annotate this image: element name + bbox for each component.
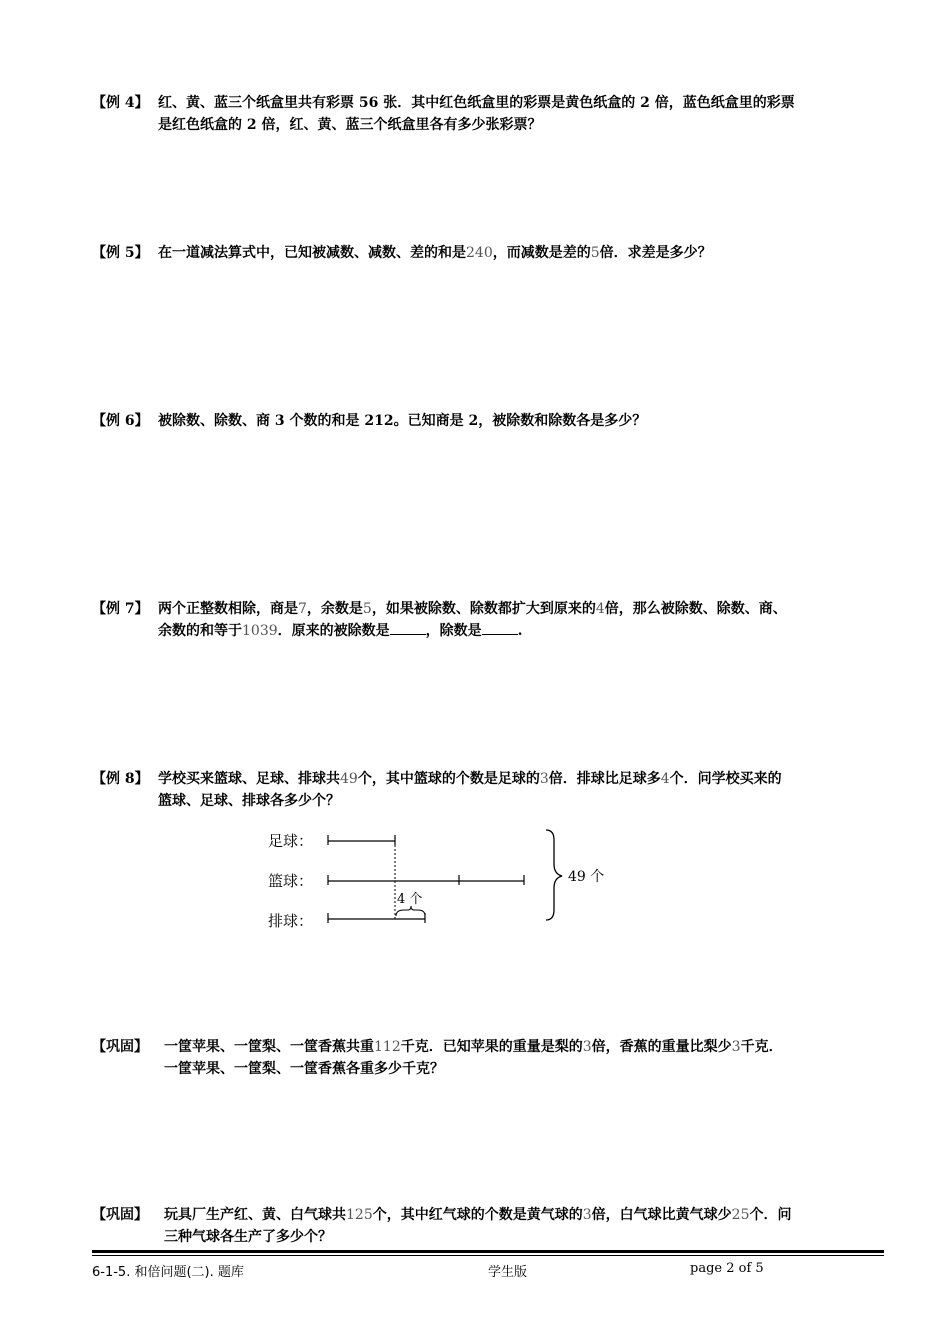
football-label: 足球：	[268, 832, 314, 850]
problem-label: 【巩固】	[92, 1039, 148, 1055]
problem-text: 千克．已知苹果的重量是梨的	[400, 1039, 583, 1055]
problem-example-4	[92, 92, 887, 136]
footer-document-title: 6-1-5. 和倍问题(二). 题库	[92, 1265, 244, 1280]
problem-number: 7	[298, 601, 307, 617]
problem-example-6	[92, 410, 887, 432]
problem-text: ，如果被除数、除数都扩大到原来的	[371, 601, 596, 617]
problem-text: 个，其中红气球的个数是黄气球的	[372, 1207, 583, 1223]
problem-text-line2: 是红色纸盒的 2 倍，红、黄、蓝三个纸盒里各有多少张彩票？	[158, 117, 542, 133]
problem-text-line1: 红、黄、蓝三个纸盒里共有彩票 56 张．其中红色纸盒里的彩票是黄色纸盒的 2 倍，蓝色纸盒里的彩票	[158, 95, 795, 111]
problem-number: 3	[539, 771, 549, 787]
problem-text: 一筐苹果、一筐梨、一筐香蕉共重	[164, 1039, 374, 1055]
problem-number: 4	[595, 601, 605, 617]
problem-text: ．原来的被除数是	[277, 623, 390, 639]
problem-text-line2: 三种气球各生产了多少个？	[164, 1229, 332, 1245]
problem-text: ，而减数是差的	[492, 245, 591, 261]
problem-text: 两个正整数相除，商是	[158, 601, 298, 617]
problem-text: 玩具厂生产红、黄、白气球共	[164, 1207, 346, 1223]
answer-blank	[390, 620, 426, 635]
problem-text-line2: 篮球、足球、排球各多少个？	[158, 793, 340, 809]
problem-label: 【例 7】	[92, 601, 149, 617]
problem-text: 学校买来篮球、足球、排球共	[158, 771, 340, 787]
problem-number: 3	[731, 1039, 741, 1055]
problem-text: ，余数是	[306, 601, 363, 617]
problem-example-8	[92, 768, 887, 812]
problem-text: 千克．	[740, 1039, 783, 1055]
problem-number: 5	[362, 601, 372, 617]
difference-brace	[396, 906, 425, 916]
basketball-segment	[328, 875, 524, 885]
problem-text: 余数的和等于	[158, 623, 242, 639]
line-segment-diagram	[262, 824, 622, 934]
volleyball-label: 排球：	[268, 912, 314, 930]
problem-number: 125	[346, 1207, 373, 1223]
problem-practice-2	[92, 1204, 887, 1248]
problem-text: 个，其中篮球的个数是足球的	[357, 771, 540, 787]
problem-number: 5	[590, 245, 600, 261]
problem-text: 被除数、除数、商 3 个数的和是 212。已知商是 2，被除数和除数各是多少？	[158, 413, 647, 429]
problem-text: .	[517, 623, 523, 639]
problem-number: 240	[466, 245, 493, 261]
problem-label: 【例 5】	[92, 245, 149, 261]
problem-text: 个．问学校买来的	[669, 771, 782, 787]
problem-label: 【例 8】	[92, 771, 149, 787]
problem-example-7	[92, 598, 887, 642]
diagram-lines	[262, 824, 622, 934]
problem-text-line2: 一筐苹果、一筐梨、一筐香蕉各重多少千克？	[164, 1061, 444, 1077]
problem-number: 1039	[242, 623, 278, 639]
problem-number: 49	[340, 771, 358, 787]
basketball-label: 篮球：	[268, 872, 314, 890]
problem-text: 倍．求差是多少？	[599, 245, 712, 261]
problem-text: 倍，香蕉的重量比梨少	[591, 1039, 732, 1055]
problem-text: 在一道减法算式中，已知被减数、减数、差的和是	[158, 245, 466, 261]
problem-example-5	[92, 242, 887, 264]
total-label: 49 个	[568, 869, 605, 885]
problem-number: 4	[660, 771, 670, 787]
problem-text: 个．问	[749, 1207, 792, 1223]
problem-label: 【巩固】	[92, 1207, 148, 1223]
problem-label: 【例 4】	[92, 95, 149, 111]
problem-practice-1	[92, 1036, 887, 1080]
problem-text-line2	[92, 620, 887, 642]
problem-number: 25	[731, 1207, 750, 1223]
football-segment	[328, 835, 395, 845]
volleyball-segment	[328, 913, 425, 923]
footer-divider-thin	[92, 1255, 884, 1256]
problem-number: 112	[374, 1039, 401, 1055]
problem-label: 【例 6】	[92, 413, 149, 429]
problem-text: 倍，白气球比黄气球少	[591, 1207, 732, 1223]
problem-text: 倍．排球比足球多	[548, 771, 661, 787]
problem-number: 3	[582, 1039, 592, 1055]
footer-page-number: page 2 of 5	[690, 1261, 764, 1276]
answer-blank	[482, 620, 518, 635]
total-brace	[546, 830, 562, 920]
problem-text: 倍，那么被除数、除数、商、	[604, 601, 787, 617]
problem-number: 3	[582, 1207, 592, 1223]
problem-text: ，除数是	[425, 623, 482, 639]
footer-edition: 学生版	[488, 1265, 528, 1280]
footer-divider-thick	[92, 1250, 884, 1253]
difference-label: 4 个	[397, 892, 423, 907]
